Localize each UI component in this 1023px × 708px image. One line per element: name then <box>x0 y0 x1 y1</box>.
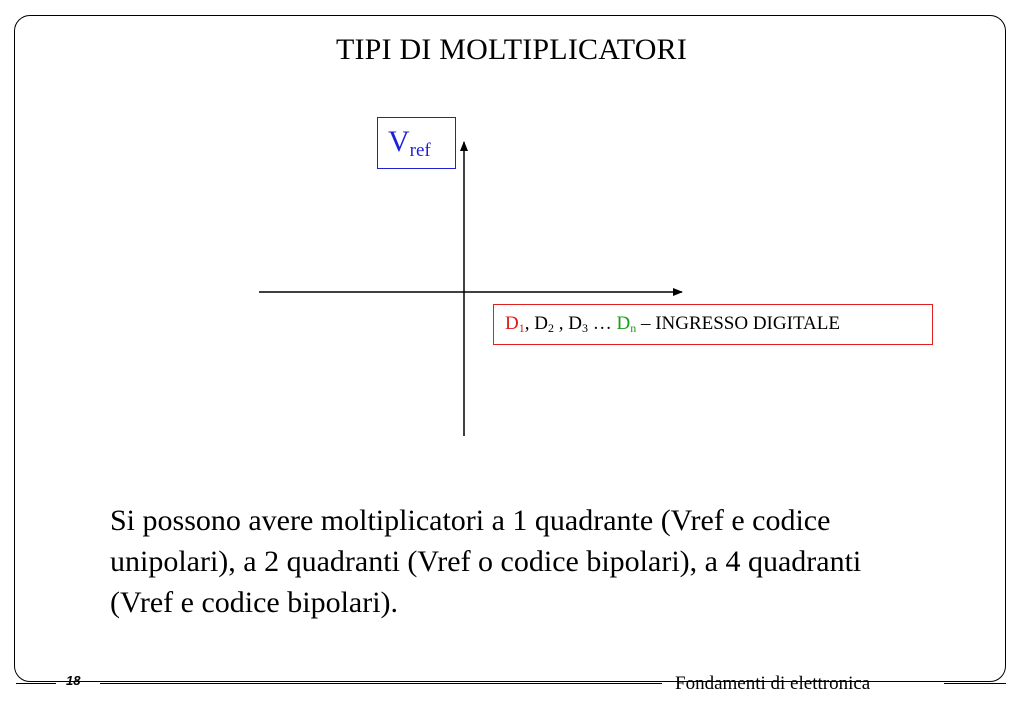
page-number: 18 <box>66 673 81 688</box>
course-name: Fondamenti di elettronica <box>675 673 871 694</box>
digital-input-axis-label: $D_1$, $D_2$ , $D_3$ … $D_n$ – INGRESSO DIGITALE <box>493 304 933 345</box>
body-paragraph: Si possono avere moltiplicatori a 1 quadrante (Vref e codice unipolari), a 2 quadranti (Vref o codice bipolari), a 4 quadranti (Vref e codice bipolari). <box>110 504 862 619</box>
footer-divider-right <box>944 683 1006 684</box>
vref-axis-label <box>377 117 456 169</box>
d2-symbol: $D_2$ <box>534 313 554 335</box>
input-label-suffix: – INGRESSO DIGITALE <box>636 313 840 334</box>
vref-subscript: ref <box>409 140 431 161</box>
dn-symbol: $D_n$ <box>616 313 637 335</box>
footer-divider-middle <box>100 683 662 684</box>
d1-symbol: $D_1$ <box>505 313 525 335</box>
slide-title: TIPI DI MOLTIPLICATORI <box>335 33 688 66</box>
d3-symbol: $D_3$ <box>568 313 588 335</box>
vref-symbol: V <box>388 125 410 158</box>
footer-divider-left <box>16 683 56 684</box>
